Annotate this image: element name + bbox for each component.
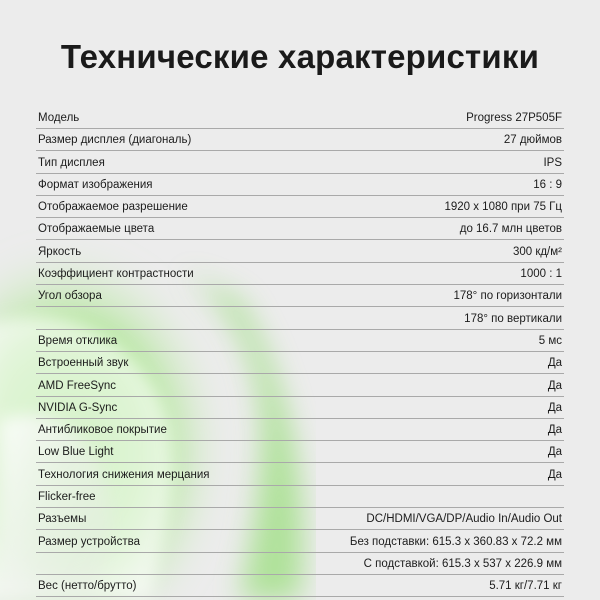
spec-row-antiglare [36, 420, 564, 441]
spec-label: Вес (нетто/брутто) [38, 580, 137, 593]
spec-value: до 16.7 млн цветов [459, 223, 562, 236]
spec-label: Разъемы [38, 513, 87, 526]
spec-label: Размер дисплея (диагональ) [38, 134, 192, 147]
spec-label: Flicker-free [38, 491, 96, 504]
spec-label: Тип дисплея [38, 156, 105, 169]
spec-label: Отображаемые цвета [38, 223, 155, 236]
spec-row-gsync [36, 398, 564, 419]
spec-label: AMD FreeSync [38, 379, 116, 392]
spec-value: Да [547, 424, 562, 437]
spec-label: Коэффициент контрастности [38, 268, 194, 281]
spec-value: Да [547, 401, 562, 414]
spec-value: Без подставки: 615.3 x 360.83 x 72.2 мм [349, 535, 562, 548]
spec-row-diagonal [36, 130, 564, 151]
spec-value: DC/HDMI/VGA/DP/Audio In/Audio Out [366, 513, 562, 526]
spec-row-device-size-with-stand [36, 554, 564, 575]
spec-row-flicker-free [36, 487, 564, 508]
spec-value: Progress 27P505F [466, 112, 562, 124]
spec-value: 16 : 9 [533, 178, 562, 191]
spec-row-freesync [36, 376, 564, 397]
spec-value: 178° по вертикали [464, 312, 562, 325]
spec-value: 5.71 кг/7.71 кг [489, 580, 562, 593]
spec-label: Антибликовое покрытие [38, 424, 167, 437]
spec-row-colors [36, 219, 564, 240]
spec-row-device-size [36, 532, 564, 553]
spec-label: Модель [38, 112, 80, 124]
spec-row-connectors [36, 509, 564, 530]
spec-value: 1000 : 1 [520, 268, 562, 281]
spec-row-aspect-ratio [36, 175, 564, 196]
page-title: Технические характеристики [60, 38, 540, 75]
spec-label: Встроенный звук [38, 357, 129, 370]
spec-value: 27 дюймов [503, 134, 562, 147]
spec-row-builtin-audio [36, 353, 564, 374]
spec-row-weight [36, 576, 564, 597]
spec-value: Да [547, 446, 562, 459]
spec-label: Low Blue Light [38, 446, 114, 459]
spec-value: Да [547, 379, 562, 392]
spec-row-response-time [36, 331, 564, 352]
spec-label: Яркость [38, 245, 82, 258]
spec-value: С подставкой: 615.3 x 537 x 226.9 мм [363, 557, 562, 570]
spec-value: 178° по горизонтали [453, 290, 562, 303]
spec-row-flicker-reduction [36, 465, 564, 486]
spec-row-viewing-angle-vertical [36, 309, 564, 330]
spec-label: Технология снижения мерцания [38, 468, 210, 481]
spec-row-contrast [36, 264, 564, 285]
spec-row-low-blue-light [36, 442, 564, 463]
spec-row-brightness [36, 242, 564, 263]
spec-label: Время отклика [38, 334, 118, 347]
spec-value: 1920 x 1080 при 75 Гц [444, 201, 562, 214]
spec-label: Отображаемое разрешение [38, 201, 188, 214]
spec-value: Да [547, 357, 562, 370]
spec-label: Размер устройства [38, 535, 140, 548]
spec-label: NVIDIA G-Sync [38, 401, 118, 414]
spec-value: IPS [543, 156, 562, 169]
spec-value: Да [547, 468, 562, 481]
spec-row-resolution [36, 197, 564, 218]
spec-label: Формат изображения [38, 178, 153, 191]
spec-row-viewing-angle [36, 286, 564, 307]
spec-row-display-type [36, 153, 564, 174]
spec-table [36, 108, 564, 599]
spec-value: 300 кд/м² [512, 245, 562, 258]
spec-row-model [36, 108, 564, 129]
spec-value: 5 мс [538, 334, 562, 347]
spec-label: Угол обзора [38, 290, 102, 303]
